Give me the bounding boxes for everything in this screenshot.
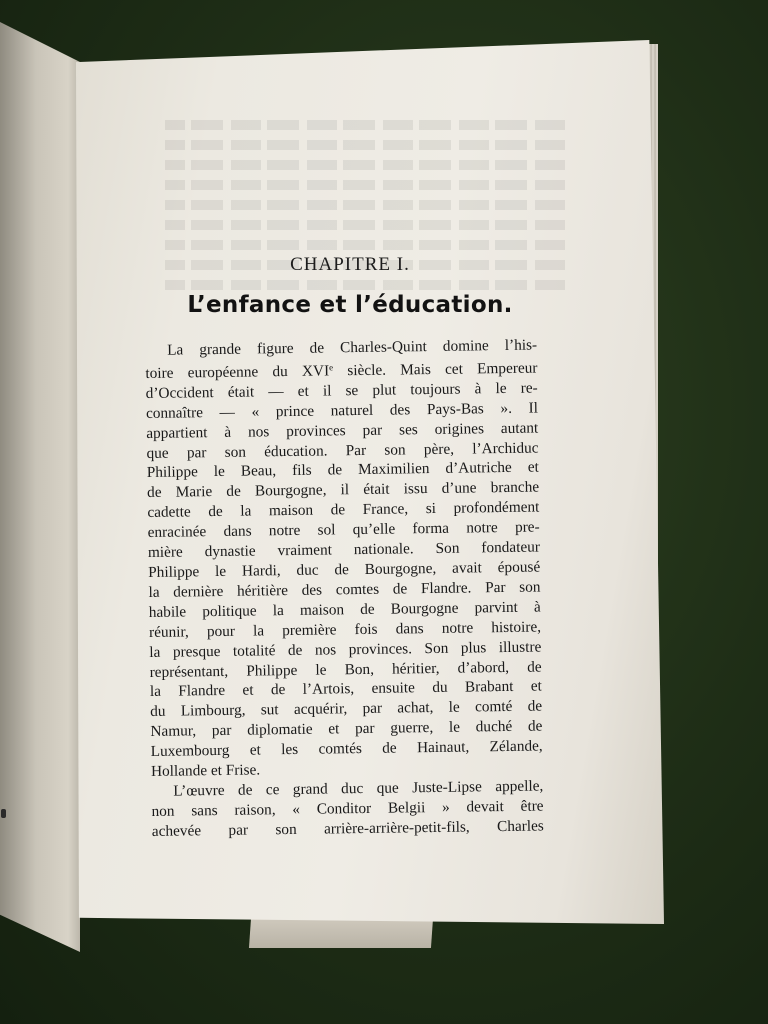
text-line: Philippe le Hardi, duc de Bourgogne, avait épousé	[148, 558, 541, 581]
text-line: connaître — « prince naturel des Pays-Bas ». Il	[145, 399, 539, 422]
text-line: enracinée dans notre sol qu’elle forma notre pre-	[147, 518, 540, 542]
text-line: cadette de la maison de France, si profondément	[147, 498, 540, 522]
text-line: la dernière héritière des comtes de Flandre. Par son	[148, 578, 541, 601]
text-line: réunir, pour la première fois dans notre histoire,	[148, 618, 542, 641]
text-line: appartient à nos provinces par ses origines autant	[146, 419, 539, 442]
underlying-page-edge	[249, 918, 433, 948]
left-page-mark	[1, 809, 6, 818]
text-line: Hollande et Frise.	[150, 761, 261, 780]
text-line: la presque totalité de nos provinces. Son plus illustre	[149, 638, 542, 661]
body-text	[145, 336, 544, 842]
text-line: Luxembourg et les comtés de Hainaut, Zélande,	[150, 737, 543, 761]
text-line: d’Occident était — et il se plut toujours à le re-	[145, 379, 538, 402]
text-line: mière dynastie vraiment nationale. Son fondateur	[147, 538, 541, 562]
text-line: non sans raison, « Conditor Belgii » devait être	[151, 797, 544, 820]
text-line: toire européenne du XVIe siècle. Mais cet Empereur	[145, 359, 538, 382]
text-line: achevée par son arrière-arrière-petit-fils, Charles	[151, 817, 544, 840]
text-line: Philippe le Beau, fils de Maximilien d’Autriche et	[146, 458, 539, 482]
text-line: La grande figure de Charles-Quint domine l’his-	[167, 336, 538, 359]
text-line: du Limbourg, sut acquérir, par achat, le comté de	[150, 697, 543, 721]
text-line: Namur, par diplomatie et par guerre, le duché de	[150, 717, 543, 741]
left-page	[0, 22, 80, 952]
show-through-text	[165, 110, 565, 310]
chapter-title: L’enfance et l’éducation.	[187, 292, 513, 318]
text-line: que par son éducation. Par son père, l’Archiduc	[146, 439, 539, 462]
chapter-heading: CHAPITRE I.	[290, 254, 410, 275]
text-line: L’œuvre de ce grand duc que Juste-Lipse appelle,	[173, 777, 544, 800]
text-line: la Flandre et de l’Artois, ensuite du Brabant et	[149, 677, 542, 701]
text-line: habile politique la maison de Bourgogne parvint à	[148, 598, 541, 621]
text-line: de Marie de Bourgogne, il était issu d’une branche	[147, 478, 540, 502]
text-line: représentant, Philippe le Bon, héritier, d’abord, de	[149, 657, 542, 681]
